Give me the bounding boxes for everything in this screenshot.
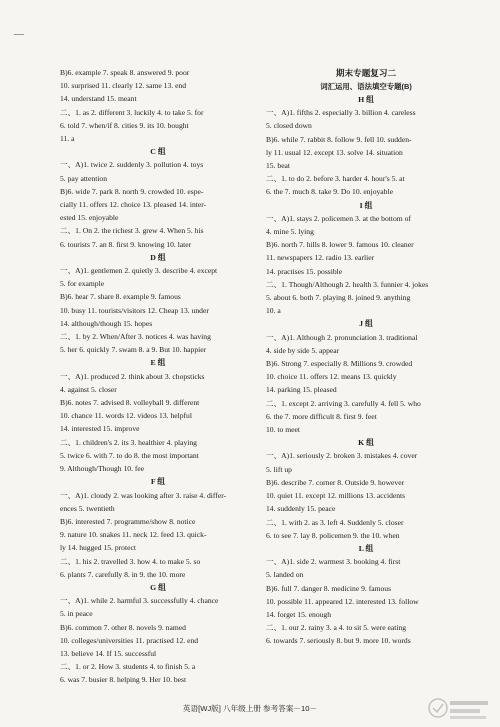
answer-line: 二、1. his 2. travelled 3. how 4. to make 5. so bbox=[60, 556, 201, 566]
answer-line: 4. against 5. closer bbox=[60, 384, 117, 394]
answer-line: 二、1. or 2. How 3. students 4. to finish 5. a bbox=[60, 662, 196, 672]
answer-line: 二、1. as 2. different 3. luckily 4. to take 5. for bbox=[60, 107, 204, 117]
answer-line: ested 15. enjoyable bbox=[60, 213, 119, 223]
answer-line: 10. choice 11. offers 12. means 13. quickly bbox=[266, 372, 397, 382]
answer-line: 14. forget 15. enough bbox=[266, 609, 332, 619]
answer-line: 6. tourists 7. an 8. first 9. knowing 10. later bbox=[60, 239, 192, 249]
group-heading: H 组 bbox=[358, 95, 374, 104]
answer-line: 一、A)1. produced 2. think about 3. chopsticks bbox=[60, 371, 205, 381]
answer-line: 10. a bbox=[266, 306, 281, 316]
answer-line: 13. believe 14. If 15. successful bbox=[60, 648, 157, 658]
answer-line: 15. beat bbox=[266, 161, 291, 171]
section-title: 期末专题复习二 bbox=[335, 68, 397, 78]
answer-line: 二、1. except 2. arriving 3. carefully 4. fell 5. who bbox=[266, 398, 421, 408]
answer-line: 一、A)1. fifths 2. especially 3. billion 4. careless bbox=[266, 108, 416, 118]
answer-line: 二、1. Though/Although 2. health 3. funnier 4. jokes bbox=[266, 279, 429, 289]
answer-line: 6. plants 7. carefully 8. in 9. the 10. more bbox=[60, 569, 186, 579]
section-subtitle: 词汇运用、语法填空专题(B) bbox=[320, 82, 412, 91]
group-heading: J 组 bbox=[359, 319, 373, 329]
answer-line: B)6. north 7. hills 8. lower 9. famous 10. cleaner bbox=[266, 240, 414, 250]
answer-line: 9. Although/Though 10. fee bbox=[60, 464, 145, 474]
group-heading: D 组 bbox=[150, 252, 166, 262]
answer-line: B)6. common 7. other 8. novels 9. named bbox=[60, 622, 186, 632]
answer-line: ences 5. twentieth bbox=[60, 503, 115, 513]
answer-line: 一、A)1. seriously 2. broken 3. mistakes 4. cover bbox=[266, 451, 418, 461]
answer-line: 10. possible 11. appeared 12. interested 13. follow bbox=[266, 596, 419, 606]
answer-line: 11. newspapers 12. radio 13. earlier bbox=[266, 253, 375, 263]
answer-line: 二、1. children's 2. its 3. healthier 4. playing bbox=[60, 437, 197, 447]
answer-line: 9. nature 10. snakes 11. neck 12. feed 13. quick- bbox=[60, 530, 207, 540]
answer-line: 6. the 7. much 8. take 9. Do 10. enjoyable bbox=[266, 187, 393, 197]
group-heading: G 组 bbox=[150, 582, 166, 592]
answer-line: B)6. Strong 7. especially 8. Millions 9. crowded bbox=[266, 359, 413, 369]
answer-line: 6. towards 7. seriously 8. but 9. more 10. words bbox=[266, 636, 411, 646]
group-heading: K 组 bbox=[358, 438, 374, 448]
answer-line: 6. told 7. when/if 8. cities 9. its 10. bought bbox=[60, 120, 189, 130]
answer-line: B)6. full 7. danger 8. medicine 9. famous bbox=[266, 583, 392, 593]
answer-line: B)6. notes 7. advised 8. volleyball 9. different bbox=[60, 398, 200, 408]
watermark-logo-icon bbox=[426, 696, 492, 722]
answer-line: 一、A)1. cloudy 2. was looking after 3. raise 4. differ- bbox=[60, 490, 227, 500]
answer-line: B)6. describe 7. corner 8. Outside 9. however bbox=[266, 477, 405, 487]
corner-mark bbox=[14, 34, 24, 35]
answer-line: 6. was 7. busier 8. helping 9. Her 10. best bbox=[60, 675, 187, 685]
group-heading: E 组 bbox=[150, 358, 166, 368]
answer-line: 6. to see 7. lay 8. policemen 9. the 10. when bbox=[266, 530, 400, 540]
answer-line: 5. in peace bbox=[60, 609, 93, 619]
answer-line: 10. busy 11. tourists/visitors 12. Cheap 13. under bbox=[60, 305, 209, 315]
answer-line: 4. mine 5. lying bbox=[266, 227, 314, 237]
answer-line: 一、A)1. stays 2. policemen 3. at the bottom of bbox=[266, 213, 411, 223]
answer-line: 10. colleges/universities 11. practised 12. end bbox=[60, 635, 199, 645]
answer-line: 5. closed down bbox=[266, 121, 312, 131]
answer-line: 5. about 6. both 7. playing 8. joined 9. anything bbox=[266, 293, 411, 303]
answer-line: 5. pay attention bbox=[60, 173, 108, 183]
group-heading: F 组 bbox=[150, 477, 166, 487]
answer-line: 5. lift up bbox=[266, 464, 292, 474]
answer-column-left bbox=[60, 66, 256, 687]
answer-line: 14. practises 15. possible bbox=[266, 266, 343, 276]
answer-line: 二、1. to do 2. before 3. harder 4. hour's 5. at bbox=[266, 174, 405, 184]
answer-line: 一、A)1. gentlemen 2. quietly 3. describe 4. except bbox=[60, 266, 218, 276]
answer-line: 10. to meet bbox=[266, 425, 300, 435]
answer-line: 14. suddenly 15. peace bbox=[266, 504, 336, 514]
group-heading: C 组 bbox=[150, 147, 166, 157]
answer-line: 4. side by side 5. appear bbox=[266, 345, 340, 355]
group-heading: I 组 bbox=[359, 200, 373, 210]
page-footer: 英语[WJ版] 八年级上册 参考答案－10－ bbox=[182, 704, 318, 713]
answer-line: 14. interested 15. improve bbox=[60, 424, 140, 434]
answer-line: 11. a bbox=[60, 134, 75, 144]
answer-line: 5. twice 6. with 7. to do 8. the most important bbox=[60, 450, 199, 460]
answer-line: 5. landed on bbox=[266, 570, 304, 580]
answer-line: B)6. while 7. rabbit 8. follow 9. fell 10. sudden- bbox=[266, 134, 412, 144]
answer-column-right bbox=[266, 66, 466, 648]
answer-line: 14. parking 15. pleased bbox=[266, 385, 337, 395]
group-heading: L 组 bbox=[358, 543, 374, 553]
answer-line: 5. for example bbox=[60, 279, 105, 289]
answer-line: 一、A)1. twice 2. suddenly 3. pollution 4. toys bbox=[60, 160, 204, 170]
answer-line: 6. the 7. more difficult 8. first 9. feet bbox=[266, 411, 377, 421]
answer-line: ly 11. usual 12. except 13. solve 14. situation bbox=[266, 147, 403, 157]
answer-line: B)6. hear 7. share 8. example 9. famous bbox=[60, 292, 181, 302]
answer-line: cially 11. offers 12. choice 13. pleased 14. inter- bbox=[60, 200, 207, 210]
answer-line: 二、1. with 2. as 3. left 4. Suddenly 5. closer bbox=[266, 517, 404, 527]
answer-line: B)6. example 7. speak 8. answered 9. poor bbox=[60, 68, 190, 77]
answer-line: 5. her 6. quickly 7. swam 8. a 9. But 10. happier bbox=[60, 345, 207, 355]
answer-line: ly 14. hugged 15. protect bbox=[60, 543, 136, 553]
answer-line: 一、A)1. Although 2. pronunciation 3. traditional bbox=[266, 332, 418, 342]
answer-line: 二、1. by 2. When/After 3. notices 4. was having bbox=[60, 332, 211, 342]
answer-line: 二、1. On 2. the richest 3. grew 4. When 5. his bbox=[60, 226, 204, 236]
answer-line: 二、1. our 2. rainy 3. a 4. to sit 5. were eating bbox=[266, 623, 407, 633]
answer-line: B)6. interested 7. programme/show 8. notice bbox=[60, 516, 196, 526]
answer-line: 14. understand 15. meant bbox=[60, 94, 137, 104]
answer-line: 10. surprised 11. clearly 12. same 13. end bbox=[60, 81, 187, 91]
answer-line: 14. although/though 15. hopes bbox=[60, 318, 153, 328]
answer-line: B)6. wide 7. park 8. north 9. crowded 10. espe- bbox=[60, 186, 204, 196]
answer-line: 一、A)1. while 2. harmful 3. successfully 4. chance bbox=[60, 596, 219, 606]
answer-line: 10. quiet 11. except 12. millions 13. accidents bbox=[266, 491, 406, 501]
answer-line: 一、A)1. side 2. warmest 3. booking 4. first bbox=[266, 557, 401, 567]
answer-line: 10. chance 11. words 12. videos 13. helpful bbox=[60, 411, 192, 421]
